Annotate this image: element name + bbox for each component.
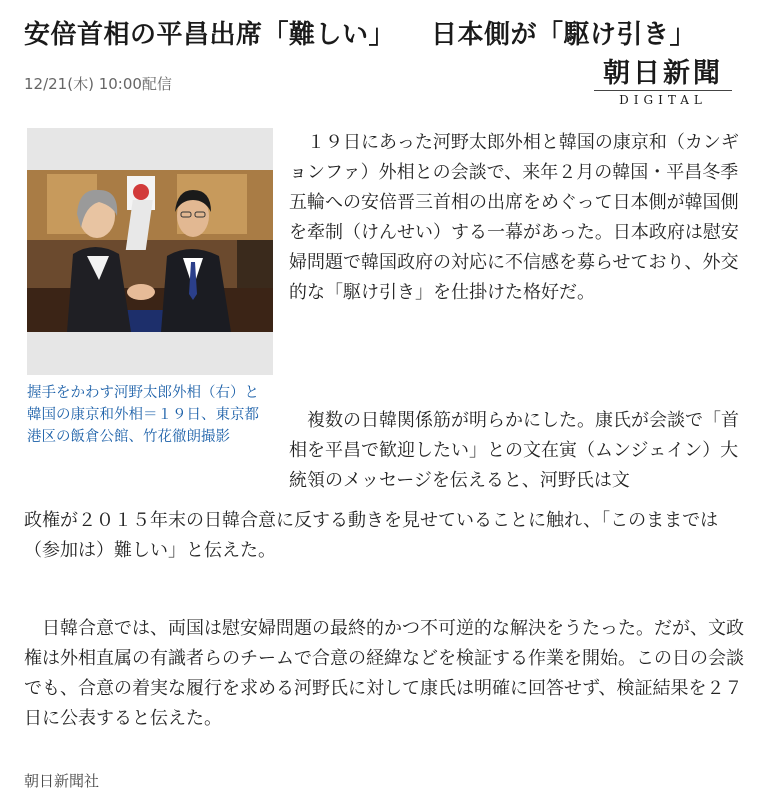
publisher-name: 朝日新聞社 bbox=[24, 772, 100, 790]
handshake-photo-illustration bbox=[27, 170, 273, 332]
logo-wordmark: 朝日新聞 bbox=[603, 58, 723, 89]
headline-part-2: 日本側が「駆け引き」 bbox=[431, 20, 697, 50]
paragraph-2-upper: 複数の日韓関係筋が明らかにした。康氏が会談で「首相を平昌で歓迎したい」との文在寅（ムンジェイン）大統領のメッセージを伝えると、河野氏は文 bbox=[289, 410, 739, 491]
photo-caption: 握手をかわす河野太郎外相（右）と韓国の康京和外相＝１９日、東京都港区の飯倉公館、竹花徹朗撮影 bbox=[27, 385, 259, 445]
asahi-digital-logo[interactable] bbox=[588, 58, 738, 114]
article-photo[interactable] bbox=[27, 128, 273, 375]
paragraph-1: １９日にあった河野太郎外相と韓国の康京和（カンギョンファ）外相との会談で、来年２月の韓国・平昌冬季五輪への安倍晋三首相の出席をめぐって日本側が韓国側を牽制（けんせい）する一幕があった。日本政府は慰安婦問題で韓国政府の対応に不信感を募らせており、外交的な「駆け引き」を仕掛けた格好だ。 bbox=[289, 132, 739, 303]
paragraph-2-lower: 政権が２０１５年末の日韓合意に反する動きを見せていることに触れ、「このままでは（参加は）難しい」と伝えた。 bbox=[24, 510, 719, 561]
paragraph-3: 日韓合意では、両国は慰安婦問題の最終的かつ不可逆的な解決をうたった。だが、文政権は外相直属の有識者らのチームで合意の経緯などを検証する作業を開始。この日の会談でも、合意の着実な履行を求める河野氏に対して康氏は明確に回答せず、検証結果を２７日に公表すると伝えた。 bbox=[24, 618, 744, 729]
headline-part-1: 安倍首相の平昌出席「難しい」 bbox=[24, 20, 396, 50]
logo-subtitle: DIGITAL bbox=[594, 90, 732, 107]
publish-date: 12/21(木) 10:00配信 bbox=[24, 75, 172, 93]
article-headline bbox=[24, 14, 754, 51]
